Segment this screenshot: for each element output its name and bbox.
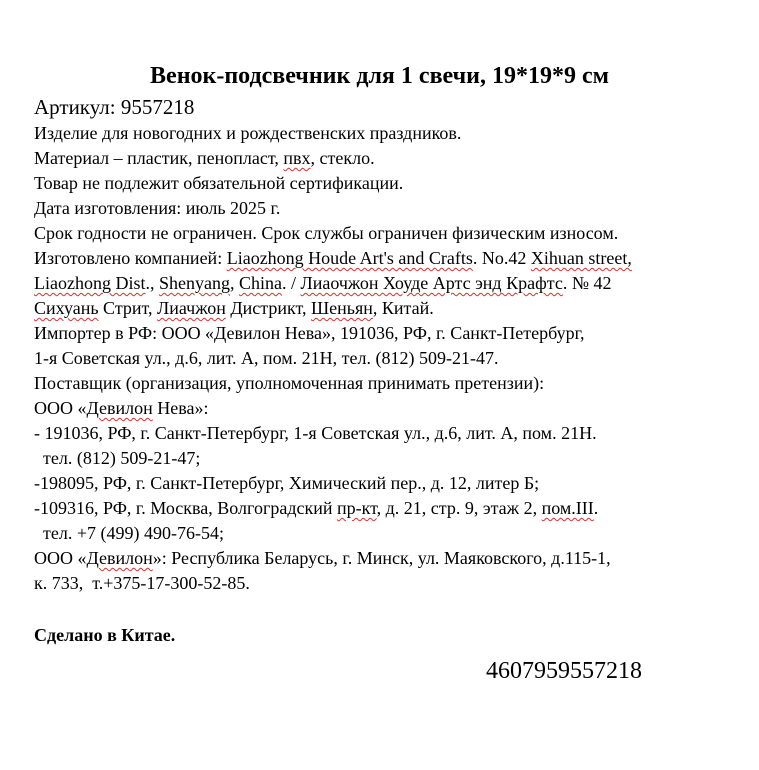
supplier-company: ООО «Девилон Нева»:: [34, 398, 209, 418]
supplier-address-3: -109316, РФ, г. Москва, Волгоградский пр-кт, д. 21, стр. 9, этаж 2, пом.III.: [34, 498, 599, 518]
manufacturer-line-2: Liaozhong Dist., Shenyang, China. / Лиаочжон Хоуде Артс энд Крафтс. № 42: [34, 273, 612, 293]
manufacturer-line-1: Изготовлено компанией: Liaozhong Houde Art's and Crafts. No.42 Xihuan street,: [34, 248, 632, 268]
supplier-phone-2: тел. +7 (499) 490-76-54;: [34, 523, 224, 543]
supplier-address-1: - 191036, РФ, г. Санкт-Петербург, 1-я Советская ул., д.6, лит. А, пом. 21Н.: [34, 423, 597, 443]
manufacturer-line-3: Сихуань Стрит, Лиачжон Дистрикт, Шеньян, Китай.: [34, 298, 434, 318]
manufacture-date-line: Дата изготовления: июль 2025 г.: [34, 198, 281, 218]
certification-line: Товар не подлежит обязательной сертификации.: [34, 173, 404, 193]
made-in-label: Сделано в Китае.: [34, 625, 176, 645]
importer-line-1: Импортер в РФ: ООО «Девилон Нева», 191036, РФ, г. Санкт-Петербург,: [34, 323, 585, 343]
supplier-heading: Поставщик (организация, уполномоченная принимать претензии):: [34, 373, 545, 393]
product-title: Венок-подсвечник для 1 свечи, 19*19*9 см: [150, 63, 609, 89]
barcode-number: 4607959557218: [486, 658, 642, 684]
usage-line: Изделие для новогодних и рождественских праздников.: [34, 123, 462, 143]
sku-line: [34, 93, 194, 121]
belarus-contact-line: к. 733, т.+375-17-300-52-85.: [34, 573, 250, 593]
supplier-phone-1: тел. (812) 509-21-47;: [34, 448, 201, 468]
shelf-life-line: Срок годности не ограничен. Срок службы ограничен физическим износом.: [34, 223, 619, 243]
material-line: Материал – пластик, пенопласт, пвх, стекло.: [34, 148, 375, 168]
sku-label: Артикул:: [34, 95, 116, 119]
sku-value: 9557218: [120, 95, 195, 119]
importer-line-2: 1-я Советская ул., д.6, лит. А, пом. 21Н, тел. (812) 509-21-47.: [34, 348, 499, 368]
belarus-company-line: ООО «Девилон»: Республика Беларусь, г. Минск, ул. Маяковского, д.115-1,: [34, 548, 611, 568]
supplier-address-2: -198095, РФ, г. Санкт-Петербург, Химический пер., д. 12, литер Б;: [34, 473, 540, 493]
